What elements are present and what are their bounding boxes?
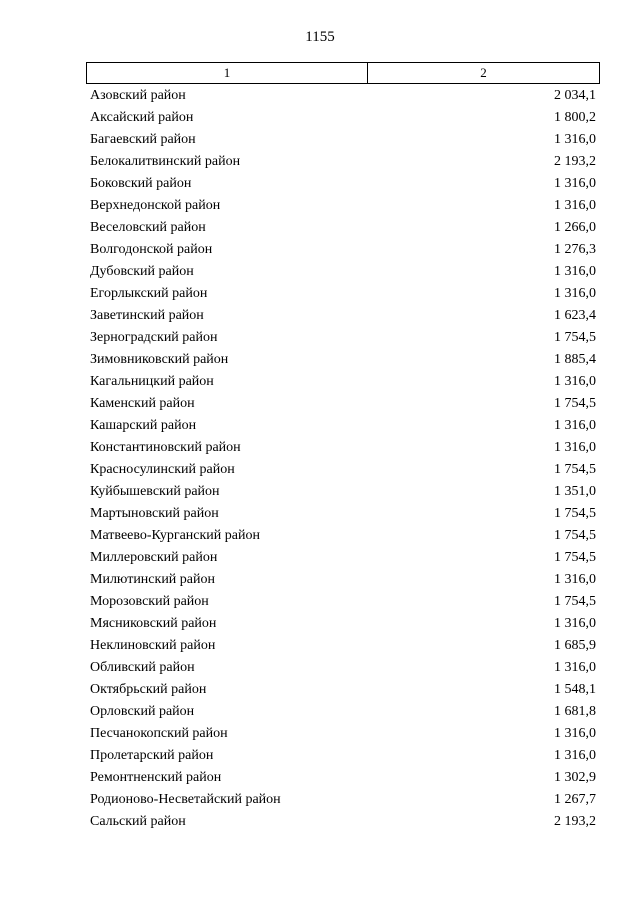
district-name: Боковский район [90, 176, 192, 191]
table-row [90, 811, 596, 833]
district-name: Кашарский район [90, 418, 197, 433]
district-value: 1 316,0 [554, 726, 596, 741]
district-name: Милютинский район [90, 572, 216, 587]
table-row [90, 371, 596, 393]
district-name: Константиновский район [90, 440, 241, 455]
district-name: Мясниковский район [90, 616, 217, 631]
column-header-1: 1 [87, 63, 368, 84]
table-row [90, 701, 596, 723]
table-row [90, 261, 596, 283]
district-value: 2 193,2 [554, 154, 596, 169]
district-name: Морозовский район [90, 594, 209, 609]
table-row [90, 305, 596, 327]
table-row [90, 107, 596, 129]
district-name: Пролетарский район [90, 748, 214, 763]
table-row [90, 789, 596, 811]
district-value: 1 316,0 [554, 264, 596, 279]
district-name: Родионово-Несветайский район [90, 792, 281, 807]
district-value: 1 316,0 [554, 176, 596, 191]
district-name: Ремонтненский район [90, 770, 222, 785]
table-row [90, 591, 596, 613]
district-value: 1 316,0 [554, 286, 596, 301]
district-name: Матвеево-Курганский район [90, 528, 260, 543]
district-name: Орловский район [90, 704, 195, 719]
district-name: Кагальницкий район [90, 374, 214, 389]
district-name: Зерноградский район [90, 330, 218, 345]
district-value: 1 316,0 [554, 660, 596, 675]
district-value: 1 316,0 [554, 616, 596, 631]
column-header-row [87, 63, 600, 84]
table-row [90, 723, 596, 745]
district-name: Азовский район [90, 88, 186, 103]
district-name: Каменский район [90, 396, 195, 411]
district-value: 1 754,5 [554, 550, 596, 565]
district-name: Октябрьский район [90, 682, 207, 697]
table-row [90, 151, 596, 173]
column-header-2: 2 [368, 63, 600, 84]
column-header-table [86, 62, 600, 84]
district-name: Багаевский район [90, 132, 196, 147]
table-row [90, 613, 596, 635]
table-row [90, 349, 596, 371]
district-value: 1 316,0 [554, 418, 596, 433]
table-row [90, 745, 596, 767]
table-row [90, 679, 596, 701]
district-value: 1 316,0 [554, 132, 596, 147]
district-name: Волгодонской район [90, 242, 213, 257]
district-name: Белокалитвинский район [90, 154, 241, 169]
table-row [90, 129, 596, 151]
district-value: 1 316,0 [554, 748, 596, 763]
district-value: 1 267,7 [554, 792, 596, 807]
table-row [90, 635, 596, 657]
table-row [90, 657, 596, 679]
district-name: Аксайский район [90, 110, 194, 125]
district-name: Верхнедонской район [90, 198, 221, 213]
district-value: 1 276,3 [554, 242, 596, 257]
district-name: Миллеровский район [90, 550, 218, 565]
district-name: Обливский район [90, 660, 195, 675]
district-value: 1 623,4 [554, 308, 596, 323]
table-row [90, 173, 596, 195]
district-name: Егорлыкский район [90, 286, 208, 301]
table-row [90, 85, 596, 107]
district-name: Песчанокопский район [90, 726, 228, 741]
district-name: Зимовниковский район [90, 352, 229, 367]
district-value: 1 754,5 [554, 396, 596, 411]
district-value: 1 316,0 [554, 440, 596, 455]
district-value: 1 302,9 [554, 770, 596, 785]
table-row [90, 239, 596, 261]
table-row [90, 569, 596, 591]
table-row [90, 393, 596, 415]
table-row [90, 217, 596, 239]
district-name: Мартыновский район [90, 506, 219, 521]
district-name: Красносулинский район [90, 462, 235, 477]
district-list [90, 85, 596, 833]
table-row [90, 503, 596, 525]
table-row [90, 767, 596, 789]
table-row [90, 327, 596, 349]
district-value: 1 754,5 [554, 462, 596, 477]
table-row [90, 415, 596, 437]
district-value: 1 685,9 [554, 638, 596, 653]
district-value: 2 034,1 [554, 88, 596, 103]
table-row [90, 459, 596, 481]
district-value: 1 351,0 [554, 484, 596, 499]
district-value: 2 193,2 [554, 814, 596, 829]
district-name: Заветинский район [90, 308, 204, 323]
district-name: Дубовский район [90, 264, 194, 279]
table-row [90, 525, 596, 547]
district-value: 1 316,0 [554, 572, 596, 587]
district-name: Сальский район [90, 814, 186, 829]
table-row [90, 547, 596, 569]
district-value: 1 754,5 [554, 330, 596, 345]
table-row [90, 481, 596, 503]
page-number: 1155 [305, 29, 335, 45]
district-value: 1 266,0 [554, 220, 596, 235]
table-row [90, 195, 596, 217]
district-value: 1 548,1 [554, 682, 596, 697]
district-value: 1 754,5 [554, 594, 596, 609]
district-value: 1 754,5 [554, 528, 596, 543]
district-value: 1 885,4 [554, 352, 596, 367]
district-name: Веселовский район [90, 220, 206, 235]
district-value: 1 800,2 [554, 110, 596, 125]
district-value: 1 754,5 [554, 506, 596, 521]
table-row [90, 437, 596, 459]
district-name: Неклиновский район [90, 638, 216, 653]
district-name: Куйбышевский район [90, 484, 220, 499]
district-value: 1 316,0 [554, 198, 596, 213]
district-value: 1 316,0 [554, 374, 596, 389]
table-row [90, 283, 596, 305]
district-value: 1 681,8 [554, 704, 596, 719]
